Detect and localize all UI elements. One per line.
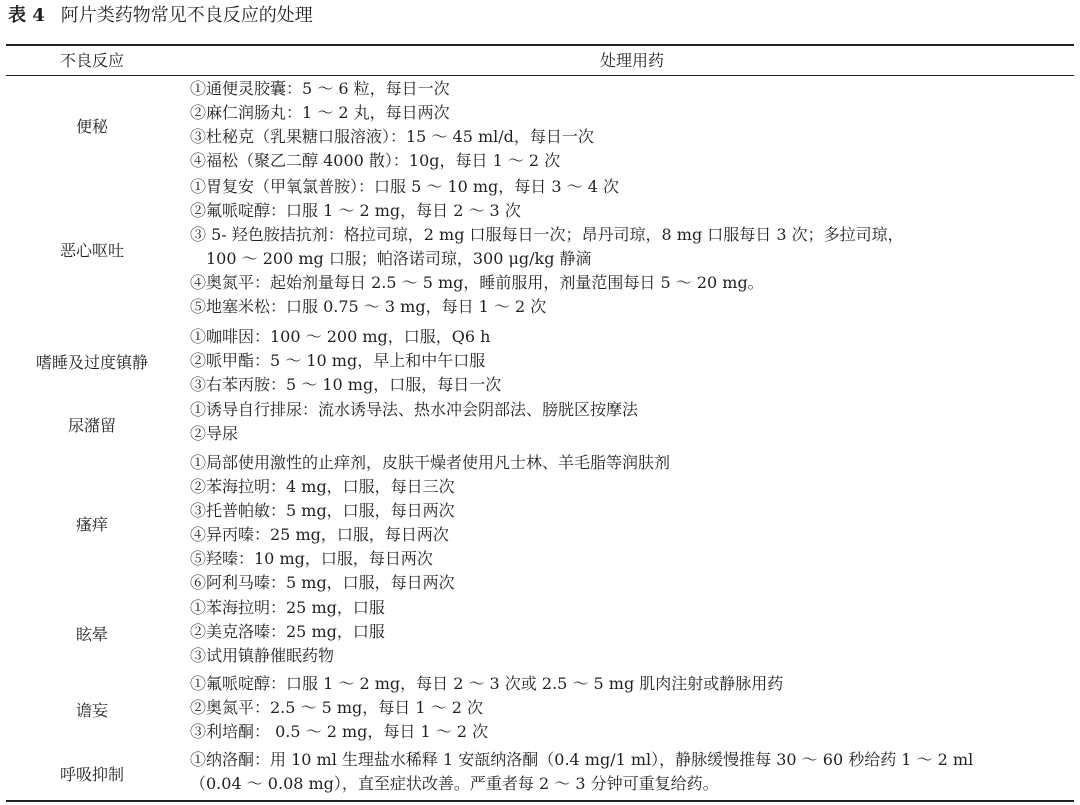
table-row xyxy=(6,77,1074,174)
table-title: 阿片类药物常见不良反应的处理 xyxy=(60,5,313,26)
reaction-cell: 眩晕 xyxy=(75,625,108,644)
reaction-cell: 谵妄 xyxy=(75,701,108,720)
treatment-line: ②苯海拉明：4 mg，口服，每日三次 xyxy=(190,477,455,496)
treatment-line: ①局部使用激性的止痒剂，皮肤干燥者使用凡士林、羊毛脂等润肤剂 xyxy=(190,453,671,472)
reaction-cell: 瘙痒 xyxy=(75,514,108,534)
treatment-line: ①纳洛酮：用 10 ml 生理盐水稀释 1 安瓿纳洛酮（0.4 mg/1 ml），静脉缓慢推每 30 ～ 60 秒给药 1 ～ 2 ml xyxy=(190,750,974,769)
top-rule xyxy=(6,44,1074,46)
table-row xyxy=(6,175,1074,323)
treatment-line: ②导尿 xyxy=(190,424,239,443)
treatment-line: ④福松（聚乙二醇 4000 散）：10g，每日 1 ～ 2 次 xyxy=(190,151,561,170)
table-row xyxy=(6,596,1074,671)
treatment-line: ③杜秘克（乳果糖口服溶液）：15 ～ 45 ml/d，每日一次 xyxy=(190,127,594,146)
treatment-line: ⑤地塞米松：口服 0.75 ～ 3 mg，每日 1 ～ 2 次 xyxy=(190,297,547,316)
table-row xyxy=(6,451,1074,595)
treatment-line: ④奥氮平：起始剂量每日 2.5 ～ 5 mg，睡前服用，剂量范围每日 5 ～ 20 mg。 xyxy=(190,273,764,292)
treatment-line: ②麻仁润肠丸：1 ～ 2 丸，每日两次 xyxy=(190,103,450,122)
treatment-line: ⑤羟嗪：10 mg，口服，每日两次 xyxy=(190,549,433,568)
bottom-rule xyxy=(6,800,1074,802)
treatment-line: ③试用镇静催眠药物 xyxy=(190,646,335,665)
header-treatment: 处理用药 xyxy=(599,51,664,70)
treatment-line: ①通便灵胶囊：5 ～ 6 粒，每日一次 xyxy=(190,79,450,98)
header-rule xyxy=(6,75,1074,76)
treatment-line: ②氟哌啶醇：口服 1 ～ 2 mg，每日 2 ～ 3 次 xyxy=(190,201,521,220)
treatment-line: 100 ～ 200 mg 口服；帕洛诺司琼，300 μg/kg 静滴 xyxy=(190,249,592,268)
treatment-line: ⑥阿利马嗪：5 mg，口服，每日两次 xyxy=(190,573,455,592)
treatment-line: ③利培酮： 0.5 ～ 2 mg，每日 1 ～ 2 次 xyxy=(190,722,489,741)
table-row xyxy=(6,398,1074,450)
treatment-line: ③ 5- 羟色胺拮抗剂：格拉司琼，2 mg 口服每日一次；昂丹司琼，8 mg 口服每日 3 次；多拉司琼， xyxy=(190,225,904,244)
table-number: 表 4 xyxy=(8,5,45,26)
treatment-line: ①苯海拉明：25 mg，口服 xyxy=(190,598,385,617)
table-row xyxy=(6,748,1074,798)
treatment-line: ④异丙嗪：25 mg，口服，每日两次 xyxy=(190,525,449,544)
treatment-line: ③右苯丙胺：5 ～ 10 mg，口服，每日一次 xyxy=(190,375,502,394)
treatment-line: ②奥氮平：2.5 ～ 5 mg，每日 1 ～ 2 次 xyxy=(190,698,484,717)
reaction-cell: 嗜睡及过度镇静 xyxy=(35,352,148,372)
reaction-cell: 尿潴留 xyxy=(67,415,116,435)
treatment-line: （0.04 ～ 0.08 mg），直至症状改善。严重者每 2 ～ 3 分钟可重复给药。 xyxy=(190,774,719,793)
treatment-line: ①咖啡因：100 ～ 200 mg，口服，Q6 h xyxy=(190,327,491,346)
table-caption xyxy=(8,4,313,28)
treatment-line: ①诱导自行排尿：流水诱导法、热水冲会阴部法、膀胱区按摩法 xyxy=(190,400,639,419)
table-row xyxy=(6,325,1074,397)
header-reaction: 不良反应 xyxy=(59,51,124,70)
treatment-line: ①氟哌啶醇：口服 1 ～ 2 mg，每日 2 ～ 3 次或 2.5 ～ 5 mg 肌肉注射或静脉用药 xyxy=(190,674,784,693)
table-row xyxy=(6,672,1074,747)
treatment-line: ③托普帕敏：5 mg，口服，每日两次 xyxy=(190,501,455,520)
treatment-line: ②美克洛嗪：25 mg，口服 xyxy=(190,622,385,641)
treatment-line: ①胃复安（甲氧氯普胺）：口服 5 ～ 10 mg，每日 3 ～ 4 次 xyxy=(190,177,620,196)
reaction-cell: 便秘 xyxy=(75,117,108,136)
reaction-cell: 恶心呕吐 xyxy=(59,240,124,260)
reaction-cell: 呼吸抑制 xyxy=(59,764,124,784)
treatment-line: ②哌甲酯：5 ～ 10 mg，早上和中午口服 xyxy=(190,351,486,370)
